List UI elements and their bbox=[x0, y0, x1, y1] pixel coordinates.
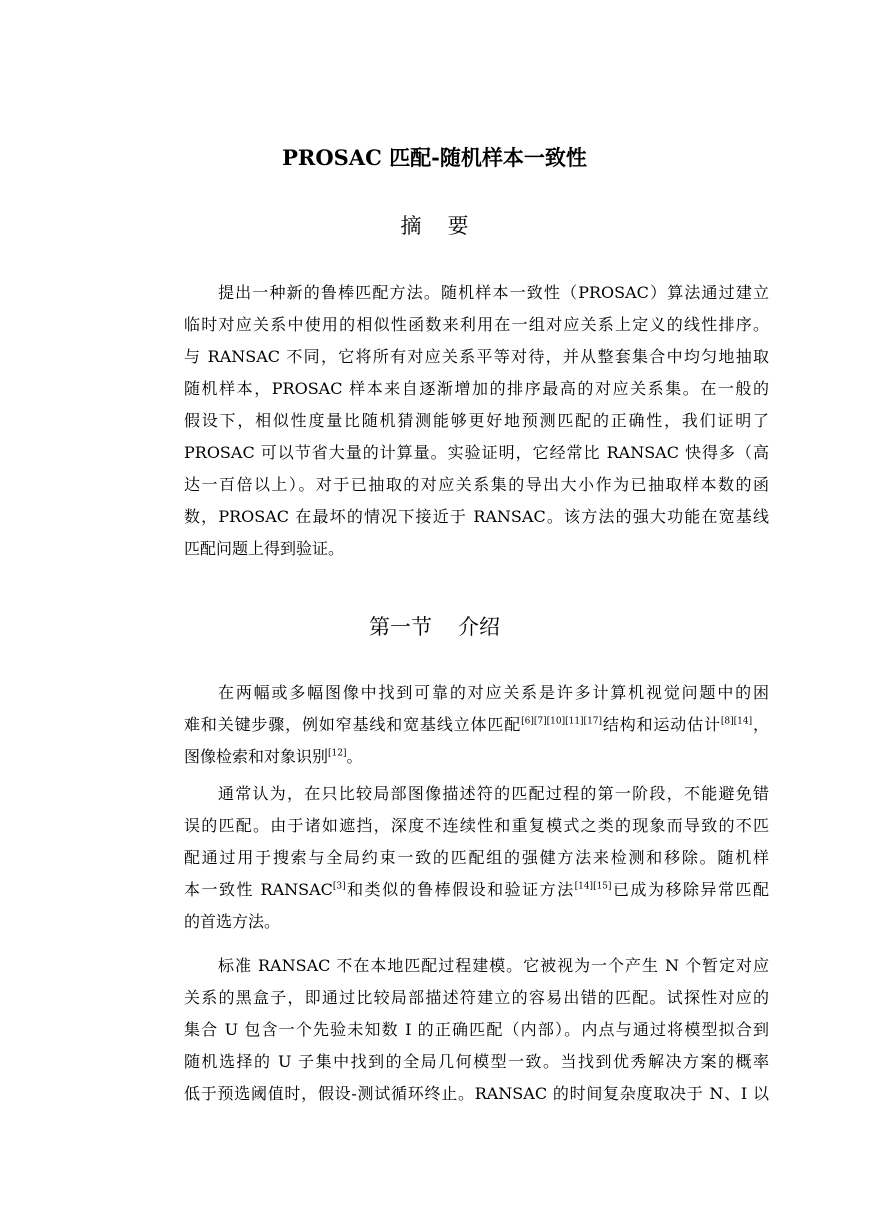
intro-paragraph-3 bbox=[184, 950, 769, 1110]
abstract-line: 假设下，相似性度量比随机猜测能够更好地预测匹配的正确性，我们证明了 bbox=[184, 411, 769, 430]
intro-text: 结构和运动估计 bbox=[602, 715, 721, 734]
intro-line: 的首选方法。 bbox=[184, 912, 281, 931]
intro-line: 配通过用于搜索与全局约束一致的匹配组的强健方法来检测和移除。随机样 bbox=[184, 848, 769, 867]
intro-text: 本一致性 RANSAC bbox=[184, 880, 333, 899]
abstract-line: 达一百倍以上）。对于已抽取的对应关系集的导出大小作为已抽取样本数的函 bbox=[184, 475, 769, 494]
abstract-line: PROSAC 可以节省大量的计算量。实验证明，它经常比 RANSAC 快得多（高 bbox=[184, 443, 769, 462]
abstract-line: 与 RANSAC 不同，它将所有对应关系平等对待，并从整套集合中均匀地抽取 bbox=[184, 347, 769, 366]
citation: [14][15] bbox=[574, 881, 612, 892]
intro-text: 。 bbox=[346, 747, 363, 766]
abstract-paragraph bbox=[184, 277, 769, 565]
abstract-line: 随机样本，PROSAC 样本来自逐渐增加的排序最高的对应关系集。在一般的 bbox=[184, 379, 769, 398]
citation: [3] bbox=[332, 881, 346, 892]
intro-text: 已成为移除异常匹配 bbox=[611, 880, 769, 899]
abstract-heading-char-2: 要 bbox=[447, 214, 469, 238]
intro-text: ， bbox=[752, 715, 769, 734]
intro-line: 通常认为，在只比较局部图像描述符的匹配过程的第一阶段，不能避免错 bbox=[218, 784, 769, 803]
section-title: 介绍 bbox=[458, 615, 500, 639]
abstract-heading-char-1: 摘 bbox=[400, 214, 422, 238]
document-title: PROSAC 匹配-随机样本一致性 bbox=[282, 145, 587, 170]
intro-line bbox=[184, 874, 769, 906]
section-heading bbox=[0, 611, 869, 643]
citation: [12] bbox=[328, 748, 347, 759]
abstract-line: 匹配问题上得到验证。 bbox=[184, 539, 345, 558]
abstract-line: 临时对应关系中使用的相似性函数来利用在一组对应关系上定义的线性排序。 bbox=[184, 315, 769, 334]
section-number: 第一节 bbox=[369, 615, 432, 639]
citation: [6][7][10][11][17] bbox=[521, 716, 603, 727]
intro-text: 图像检索和对象识别 bbox=[184, 747, 329, 766]
intro-line: 随机选择的 U 子集中找到的全局几何模型一致。当找到优秀解决方案的概率 bbox=[184, 1052, 769, 1071]
intro-line: 误的匹配。由于诸如遮挡，深度不连续性和重复模式之类的现象而导致的不匹 bbox=[184, 816, 769, 835]
intro-line: 在两幅或多幅图像中找到可靠的对应关系是许多计算机视觉问题中的困 bbox=[218, 683, 769, 702]
abstract-line: 提出一种新的鲁棒匹配方法。随机样本一致性（PROSAC）算法通过建立 bbox=[218, 283, 769, 302]
intro-line: 标准 RANSAC 不在本地匹配过程建模。它被视为一个产生 N 个暂定对应 bbox=[218, 956, 769, 975]
intro-line: 关系的黑盒子，即通过比较局部描述符建立的容易出错的匹配。试探性对应的 bbox=[184, 988, 769, 1007]
intro-paragraph-2 bbox=[184, 778, 769, 938]
intro-text: 和类似的鲁棒假设和验证方法 bbox=[345, 880, 575, 899]
intro-line bbox=[184, 709, 769, 741]
intro-text: 难和关键步骤，例如窄基线和宽基线立体匹配 bbox=[184, 715, 522, 734]
abstract-line: 数，PROSAC 在最坏的情况下接近于 RANSAC。该方法的强大功能在宽基线 bbox=[184, 507, 769, 526]
intro-line: 集合 U 包含一个先验未知数 I 的正确匹配（内部）。内点与通过将模型拟合到 bbox=[184, 1020, 769, 1039]
citation: [8][14] bbox=[720, 716, 753, 727]
abstract-heading bbox=[0, 210, 869, 242]
intro-line bbox=[184, 741, 769, 773]
intro-paragraph-1 bbox=[184, 677, 769, 773]
intro-line: 低于预选阈值时，假设-测试循环终止。RANSAC 的时间复杂度取决于 N、I 以 bbox=[184, 1084, 769, 1103]
